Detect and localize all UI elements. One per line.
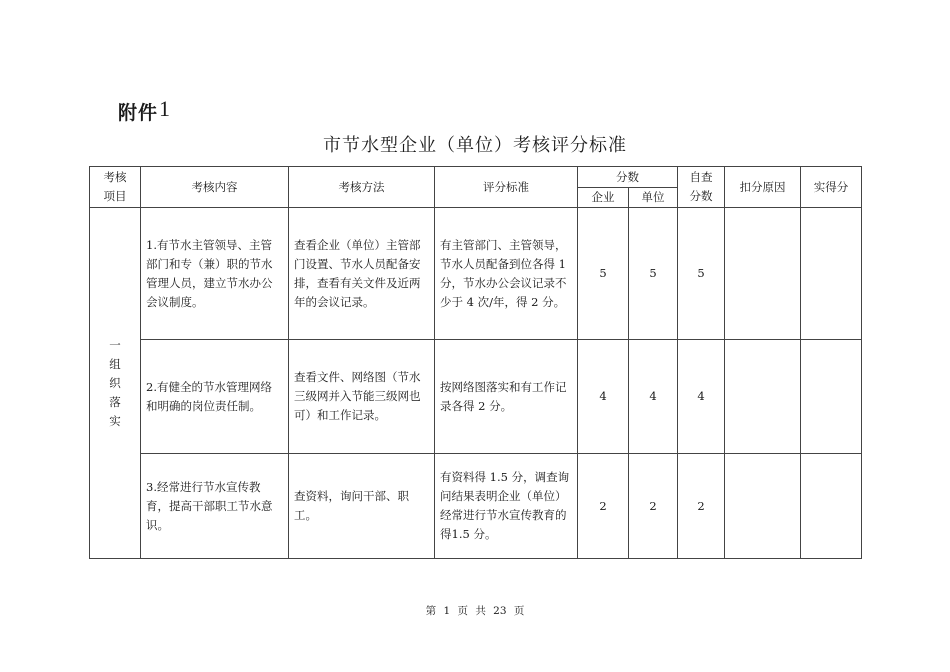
header-score: 分数: [578, 167, 678, 188]
header-criteria: 评分标准: [435, 167, 578, 208]
header-enterprise: 企业: [578, 188, 629, 208]
header-content: 考核内容: [141, 167, 289, 208]
content-cell: 1.有节水主管领导、主管部门和专（兼）职的节水管理人员，建立节水办公会议制度。: [141, 208, 289, 340]
unit-score-cell: 5: [629, 208, 678, 340]
enterprise-score-cell: 4: [578, 340, 629, 454]
enterprise-score-cell: 2: [578, 454, 629, 559]
self-check-cell: 4: [678, 340, 725, 454]
header-actual-score: 实得分: [801, 167, 862, 208]
header-deduction-reason: 扣分原因: [725, 167, 801, 208]
deduction-reason-cell: [725, 454, 801, 559]
self-check-cell: 5: [678, 208, 725, 340]
table-row: [90, 208, 862, 340]
attachment-text: 附件: [118, 102, 159, 124]
scoring-table: [89, 166, 862, 559]
actual-score-cell: [801, 454, 862, 559]
self-check-cell: 2: [678, 454, 725, 559]
header-item: 考核 项目: [90, 167, 141, 208]
actual-score-cell: [801, 208, 862, 340]
header-method: 考核方法: [289, 167, 435, 208]
table-header-row-1: [90, 167, 862, 188]
deduction-reason-cell: [725, 340, 801, 454]
enterprise-score-cell: 5: [578, 208, 629, 340]
criteria-cell: 有资料得 1.5 分，调查询问结果表明企业（单位）经常进行节水宣传教育的得1.5 分。: [435, 454, 578, 559]
page-footer: 第 1 页 共 23 页: [425, 605, 525, 617]
header-self-check: 自查 分数: [678, 167, 725, 208]
actual-score-cell: [801, 340, 862, 454]
content-cell: 2.有健全的节水管理网络和明确的岗位责任制。: [141, 340, 289, 454]
attachment-label: [118, 96, 171, 125]
method-cell: 查资料，询问干部、职工。: [289, 454, 435, 559]
category-cell: 一 组 织 落 实: [90, 208, 141, 559]
deduction-reason-cell: [725, 208, 801, 340]
document-title: 市节水型企业（单位）考核评分标准: [323, 135, 627, 156]
criteria-cell: 按网络图落实和有工作记录各得 2 分。: [435, 340, 578, 454]
method-cell: 查看企业（单位）主管部门设置、节水人员配备安排，查看有关文件及近两年的会议记录。: [289, 208, 435, 340]
header-unit: 单位: [629, 188, 678, 208]
table-row: [90, 454, 862, 559]
method-cell: 查看文件、网络图（节水三级网并入节能三级网也可）和工作记录。: [289, 340, 435, 454]
attachment-number: 1: [159, 96, 172, 121]
table-row: [90, 340, 862, 454]
content-cell: 3.经常进行节水宣传教育，提高干部职工节水意识。: [141, 454, 289, 559]
criteria-cell: 有主管部门、主管领导，节水人员配备到位各得 1 分，节水办公会议记录不少于 4 次/年，得 2 分。: [435, 208, 578, 340]
unit-score-cell: 2: [629, 454, 678, 559]
unit-score-cell: 4: [629, 340, 678, 454]
